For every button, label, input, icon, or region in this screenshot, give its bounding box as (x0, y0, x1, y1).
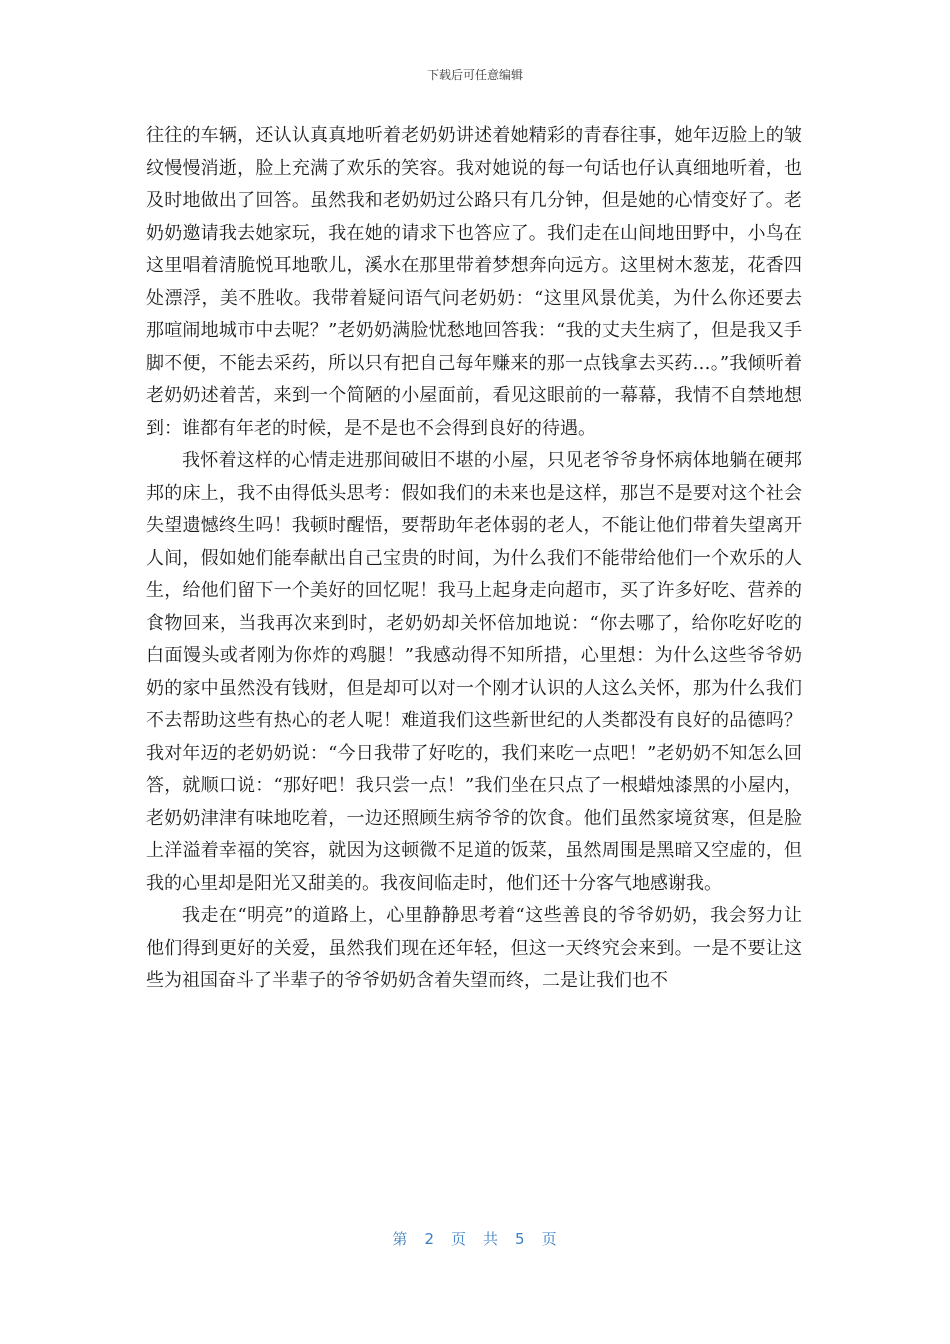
paragraph-2: 我怀着这样的心情走进那间破旧不堪的小屋，只见老爷爷身怀病体地躺在硬邦邦的床上，我不由得低头思考：假如我们的未来也是这样，那岂不是要对这个社会失望遗憾终生吗！我顿时醒悟，要帮助年老体弱的老人，不能让他们带着失望离开人间，假如她们能奉献出自己宝贵的时间，为什么我们不能带给他们一个欢乐的人生，给他们留下一个美好的回忆呢！我马上起身走向超市，买了许多好吃、营养的食物回来，当我再次来到时，老奶奶却关怀倍加地说：“你去哪了，给你吃好吃的白面馒头或者刚为你炸的鸡腿！”我感动得不知所措，心里想：为什么这些爷爷奶奶的家中虽然没有钱财，但是却可以对一个刚才认识的人这么关怀，那为什么我们不去帮助这些有热心的老人呢！难道我们这些新世纪的人类都没有良好的品德吗？我对年迈的老奶奶说：“今日我带了好吃的，我们来吃一点吧！”老奶奶不知怎么回答，就顺口说：“那好吧！我只尝一点！”我们坐在只点了一根蜡烛漆黑的小屋内，老奶奶津津有味地吃着，一边还照顾生病爷爷的饮食。他们虽然家境贫寒，但是脸上洋溢着幸福的笑容，就因为这顿微不足道的饭菜，虽然周围是黑暗又空虚的，但我的心里却是阳光又甜美的。我夜间临走时，他们还十分客气地感谢我。 (146, 450, 802, 894)
footer-ye2: 页 (541, 1230, 558, 1248)
footer-di: 第 (392, 1230, 409, 1248)
paragraph-3: 我走在“明亮”的道路上，心里静静思考着“这些善良的爷爷奶奶，我会努力让他们得到更好的关爱，虽然我们现在还年轻，但这一天终究会来到。一是不要让这些为祖国奋斗了半辈子的爷爷奶奶含着失望而终，二是让我们也不 (146, 905, 802, 991)
footer-page-number: 2 (424, 1230, 435, 1248)
page-footer (0, 1228, 950, 1249)
footer-gong: 共 (483, 1230, 500, 1248)
paragraph-1: 往往的车辆，还认认真真地听着老奶奶讲述着她精彩的青春往事，她年迈脸上的皱纹慢慢消逝，脸上充满了欢乐的笑容。我对她说的每一句话也仔认真细地听着，也及时地做出了回答。虽然我和老奶奶过公路只有几分钟，但是她的心情变好了。老奶奶邀请我去她家玩，我在她的请求下也答应了。我们走在山间地田野中，小鸟在这里唱着清脆悦耳地歌儿，溪水在那里带着梦想奔向远方。这里树木葱茏，花香四处漂浮，美不胜收。我带着疑问语气问老奶奶：“这里风景优美，为什么你还要去那喧闹地城市中去呢？”老奶奶满脸忧愁地回答我：“我的丈夫生病了，但是我又手脚不便，不能去采药，所以只有把自己每年赚来的那一点钱拿去买药…。”我倾听着老奶奶述着苦，来到一个简陋的小屋面前，看见这眼前的一幕幕，我情不自禁地想到：谁都有年老的时候，是不是也不会得到良好的待遇。 (146, 125, 802, 439)
footer-total-pages: 5 (515, 1230, 526, 1248)
document-body (146, 120, 802, 998)
page-header: 下载后可任意编辑 (426, 68, 523, 82)
footer-ye: 页 (450, 1230, 467, 1248)
